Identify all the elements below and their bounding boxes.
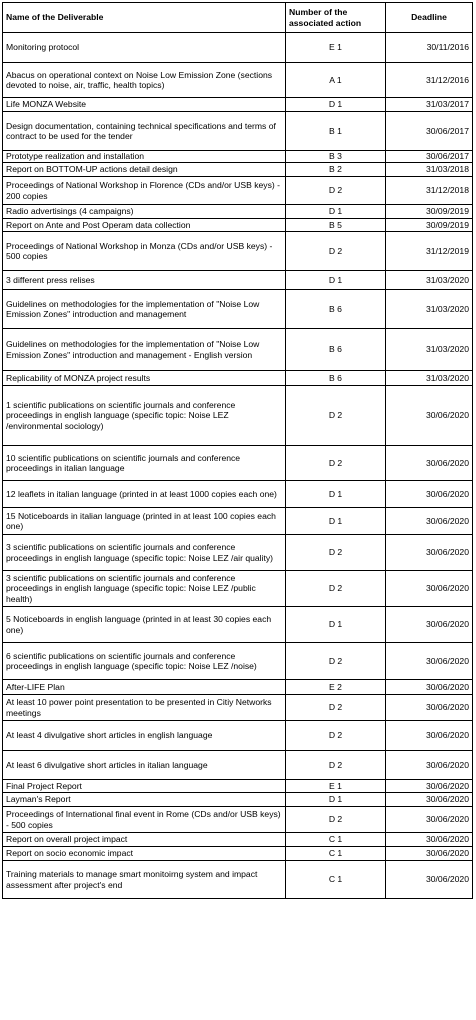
deadline-cell: 30/06/2020	[386, 847, 473, 861]
table-row	[3, 33, 473, 63]
action-number-cell: D 2	[286, 386, 386, 446]
deadline-cell: 30/09/2019	[386, 219, 473, 232]
action-number-cell: D 2	[286, 177, 386, 205]
deadline-cell: 30/06/2020	[386, 386, 473, 446]
action-number-cell: B 6	[286, 371, 386, 386]
deliverable-name-cell: Design documentation, containing technical specifications and terms of contract to be used for the tender	[3, 112, 286, 151]
deliverable-name-cell: Training materials to manage smart monitoirng system and impact assessment after project's end	[3, 861, 286, 899]
table-row	[3, 833, 473, 847]
deliverable-name-cell: 3 scientific publications on scientific journals and conference proceedings in english language (specific topic: Noise LEZ /air quality)	[3, 535, 286, 571]
deadline-cell: 31/12/2019	[386, 232, 473, 271]
table-row	[3, 63, 473, 98]
deadline-cell: 30/06/2020	[386, 793, 473, 807]
table-row	[3, 695, 473, 721]
table-row	[3, 205, 473, 219]
deadline-cell: 30/06/2020	[386, 607, 473, 643]
deliverable-name-cell: After-LIFE Plan	[3, 680, 286, 695]
table-row	[3, 847, 473, 861]
deadline-cell: 30/06/2020	[386, 446, 473, 481]
action-number-cell: D 2	[286, 446, 386, 481]
table-row	[3, 232, 473, 271]
action-number-cell: C 1	[286, 833, 386, 847]
deadline-cell: 30/06/2020	[386, 481, 473, 508]
deadline-cell: 31/03/2020	[386, 271, 473, 290]
action-number-cell: D 1	[286, 508, 386, 535]
deliverable-name-cell: Proceedings of National Workshop in Florence (CDs and/or USB keys) - 200 copies	[3, 177, 286, 205]
action-number-cell: B 1	[286, 112, 386, 151]
deliverable-name-cell: Layman's Report	[3, 793, 286, 807]
action-number-cell: E 1	[286, 780, 386, 793]
deliverable-name-cell: 10 scientific publications on scientific journals and conference proceedings in italian language	[3, 446, 286, 481]
table-row	[3, 793, 473, 807]
deliverable-name-cell: At least 6 divulgative short articles in italian language	[3, 751, 286, 780]
table-row	[3, 271, 473, 290]
action-number-cell: D 2	[286, 571, 386, 607]
action-number-cell: B 6	[286, 329, 386, 371]
table-row	[3, 680, 473, 695]
action-number-cell: B 6	[286, 290, 386, 329]
deadline-cell: 30/06/2017	[386, 112, 473, 151]
deliverable-name-cell: At least 10 power point presentation to be presented in Citiy Networks meetings	[3, 695, 286, 721]
deadline-cell: 30/06/2020	[386, 861, 473, 899]
table-row	[3, 329, 473, 371]
deliverable-name-cell: Proceedings of National Workshop in Monza (CDs and/or USB keys) - 500 copies	[3, 232, 286, 271]
table-row	[3, 112, 473, 151]
action-number-cell: D 1	[286, 481, 386, 508]
table-row	[3, 446, 473, 481]
table-row	[3, 386, 473, 446]
action-number-cell: E 2	[286, 680, 386, 695]
action-number-cell: A 1	[286, 63, 386, 98]
table-row	[3, 721, 473, 751]
action-number-cell: B 5	[286, 219, 386, 232]
table-row	[3, 163, 473, 177]
deadline-cell: 30/06/2020	[386, 535, 473, 571]
deliverable-name-cell: Life MONZA Website	[3, 98, 286, 112]
deliverable-name-cell: At least 4 divulgative short articles in english language	[3, 721, 286, 751]
deadline-cell: 31/03/2020	[386, 290, 473, 329]
table-row	[3, 535, 473, 571]
deadline-cell: 30/06/2020	[386, 751, 473, 780]
deliverable-name-cell: Report on overall project impact	[3, 833, 286, 847]
action-number-cell: B 3	[286, 151, 386, 163]
deliverable-name-cell: Monitoring protocol	[3, 33, 286, 63]
action-number-cell: D 2	[286, 232, 386, 271]
deliverable-name-cell: Report on BOTTOM-UP actions detail design	[3, 163, 286, 177]
deadline-cell: 30/06/2020	[386, 833, 473, 847]
deliverable-name-cell: Report on socio economic impact	[3, 847, 286, 861]
deadline-cell: 31/12/2016	[386, 63, 473, 98]
deadline-cell: 30/06/2020	[386, 807, 473, 833]
table-row	[3, 861, 473, 899]
deadline-cell: 30/06/2020	[386, 780, 473, 793]
deadline-cell: 30/06/2020	[386, 721, 473, 751]
action-number-cell: D 1	[286, 98, 386, 112]
deadline-cell: 30/06/2020	[386, 680, 473, 695]
deadline-cell: 31/03/2020	[386, 329, 473, 371]
deadline-cell: 30/06/2017	[386, 151, 473, 163]
deadline-cell: 31/03/2018	[386, 163, 473, 177]
deliverable-name-cell: 6 scientific publications on scientific journals and conference proceedings in english language (specific topic: Noise LEZ /noise)	[3, 643, 286, 680]
table-row	[3, 98, 473, 112]
table-row	[3, 780, 473, 793]
table-row	[3, 607, 473, 643]
deliverables-table	[2, 2, 473, 899]
deliverable-name-cell: Abacus on operational context on Noise Low Emission Zone (sections devoted to noise, air, traffic, health topics)	[3, 63, 286, 98]
deliverable-name-cell: 5 Noticeboards in english language (printed in at least 30 copies each one)	[3, 607, 286, 643]
deliverable-name-cell: 1 scientific publications on scientific journals and conference proceedings in english language (specific topic: Noise LEZ /environmental sociology)	[3, 386, 286, 446]
table-row	[3, 571, 473, 607]
deadline-cell: 30/06/2020	[386, 695, 473, 721]
table-row	[3, 219, 473, 232]
action-number-cell: D 2	[286, 535, 386, 571]
deliverable-name-cell: Prototype realization and installation	[3, 151, 286, 163]
table-row	[3, 807, 473, 833]
deliverable-name-cell: Proceedings of International final event in Rome (CDs and/or USB keys) - 500 copies	[3, 807, 286, 833]
deliverable-name-cell: 3 scientific publications on scientific journals and conference proceedings in english language (specific topic: Noise LEZ /public health)	[3, 571, 286, 607]
table-row	[3, 481, 473, 508]
action-number-cell: D 2	[286, 643, 386, 680]
table-row	[3, 508, 473, 535]
action-number-cell: B 2	[286, 163, 386, 177]
deliverable-name-cell: Guidelines on methodologies for the implementation of "Noise Low Emission Zones" introduction and management - English version	[3, 329, 286, 371]
table-row	[3, 290, 473, 329]
header-row	[3, 3, 473, 33]
deliverable-name-cell: Radio advertisings (4 campaigns)	[3, 205, 286, 219]
deadline-cell: 30/06/2020	[386, 643, 473, 680]
deadline-cell: 30/11/2016	[386, 33, 473, 63]
action-number-cell: D 2	[286, 695, 386, 721]
table-row	[3, 643, 473, 680]
action-number-cell: D 1	[286, 607, 386, 643]
table-row	[3, 751, 473, 780]
deliverable-name-cell: 15 Noticeboards in italian language (printed in at least 100 copies each one)	[3, 508, 286, 535]
deadline-cell: 30/06/2020	[386, 571, 473, 607]
action-number-cell: D 2	[286, 751, 386, 780]
table-row	[3, 371, 473, 386]
deadline-cell: 30/09/2019	[386, 205, 473, 219]
action-number-cell: D 1	[286, 271, 386, 290]
header-action: Number of the associated action	[286, 3, 386, 33]
action-number-cell: D 1	[286, 793, 386, 807]
action-number-cell: D 2	[286, 721, 386, 751]
deliverable-name-cell: Guidelines on methodologies for the implementation of "Noise Low Emission Zones" introduction and management	[3, 290, 286, 329]
action-number-cell: D 1	[286, 205, 386, 219]
header-deliverable: Name of the Deliverable	[3, 3, 286, 33]
deadline-cell: 31/12/2018	[386, 177, 473, 205]
action-number-cell: D 2	[286, 807, 386, 833]
header-deadline: Deadline	[386, 3, 473, 33]
table-row	[3, 151, 473, 163]
deliverable-name-cell: 12 leaflets in italian language (printed in at least 1000 copies each one)	[3, 481, 286, 508]
action-number-cell: C 1	[286, 847, 386, 861]
deadline-cell: 31/03/2020	[386, 371, 473, 386]
deliverable-name-cell: Final Project Report	[3, 780, 286, 793]
deadline-cell: 30/06/2020	[386, 508, 473, 535]
deliverable-name-cell: 3 different press relises	[3, 271, 286, 290]
action-number-cell: C 1	[286, 861, 386, 899]
deadline-cell: 31/03/2017	[386, 98, 473, 112]
table-body	[3, 33, 473, 899]
table-row	[3, 177, 473, 205]
action-number-cell: E 1	[286, 33, 386, 63]
deliverable-name-cell: Replicability of MONZA project results	[3, 371, 286, 386]
deliverable-name-cell: Report on Ante and Post Operam data collection	[3, 219, 286, 232]
